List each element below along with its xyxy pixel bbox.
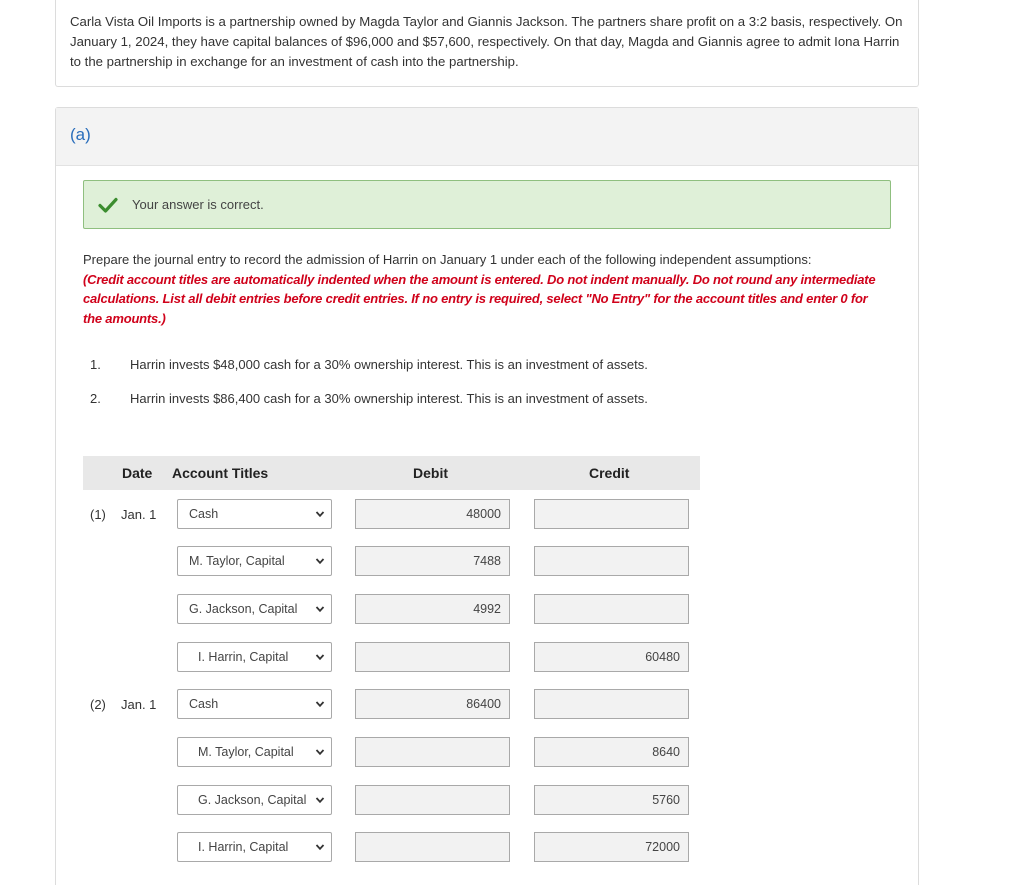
entry-label: (1) <box>90 507 106 522</box>
entry-date: Jan. 1 <box>121 507 157 522</box>
assumption-text: Harrin invests $86,400 cash for a 30% ownership interest. This is an investment of assets. <box>130 391 648 406</box>
assumption-number: 2. <box>90 391 101 406</box>
account-select-value: G. Jackson, Capital <box>198 793 307 807</box>
account-select[interactable] <box>177 546 332 576</box>
account-select[interactable] <box>177 737 332 767</box>
debit-input[interactable] <box>355 737 510 767</box>
credit-input[interactable]: 5760 <box>534 785 689 815</box>
credit-input[interactable]: 8640 <box>534 737 689 767</box>
header-debit: Debit <box>413 465 448 481</box>
entry-label: (2) <box>90 697 106 712</box>
chevron-down-icon <box>315 795 325 805</box>
instructions <box>83 250 883 328</box>
account-select-value: Cash <box>189 697 219 711</box>
chevron-down-icon <box>315 604 325 614</box>
problem-text: Carla Vista Oil Imports is a partnership owned by Magda Taylor and Giannis Jackson. The partners share profit on a 3:2 basis, respectively. On January 1, 2024, they have capital balances of $96,000 and $57,600, respectively. On that day, Magda and Giannis agree to admit Iona Harrin to the partnership in exchange for an investment of cash into the partnership. <box>70 14 903 69</box>
part-header <box>56 108 918 166</box>
account-select[interactable] <box>177 499 332 529</box>
checkmark-icon <box>98 195 118 215</box>
entry-date: Jan. 1 <box>121 697 157 712</box>
chevron-down-icon <box>315 509 325 519</box>
account-select[interactable] <box>177 642 332 672</box>
header-date: Date <box>122 465 153 481</box>
header-credit: Credit <box>589 465 630 481</box>
account-select-value: M. Taylor, Capital <box>189 554 285 568</box>
account-select-value: M. Taylor, Capital <box>198 745 294 759</box>
header-account-titles: Account Titles <box>172 465 269 481</box>
chevron-down-icon <box>315 842 325 852</box>
debit-input[interactable] <box>355 642 510 672</box>
debit-input[interactable]: 86400 <box>355 689 510 719</box>
credit-input[interactable] <box>534 546 689 576</box>
feedback-correct-banner <box>83 180 891 229</box>
account-select-value: G. Jackson, Capital <box>189 602 298 616</box>
assumption-1 <box>90 357 648 372</box>
account-select[interactable] <box>177 832 332 862</box>
account-select[interactable] <box>177 785 332 815</box>
debit-input[interactable]: 7488 <box>355 546 510 576</box>
account-select[interactable] <box>177 689 332 719</box>
chevron-down-icon <box>315 652 325 662</box>
instructions-note: (Credit account titles are automatically indented when the amount is entered. Do not indent manually. Do not round any intermediate calculations. List all debit entries before credit entries. If no entry is required, select "No Entry" for the account titles and enter 0 for the amounts.) <box>83 271 876 326</box>
assumption-text: Harrin invests $48,000 cash for a 30% ownership interest. This is an investment of assets. <box>130 357 648 372</box>
account-select-value: I. Harrin, Capital <box>198 840 289 854</box>
account-select-value: Cash <box>189 507 219 521</box>
chevron-down-icon <box>315 747 325 757</box>
assumption-2 <box>90 391 648 406</box>
credit-input[interactable]: 72000 <box>534 832 689 862</box>
credit-input[interactable] <box>534 689 689 719</box>
feedback-text: Your answer is correct. <box>132 197 264 212</box>
problem-statement <box>55 0 919 87</box>
assumption-number: 1. <box>90 357 101 372</box>
account-select[interactable] <box>177 594 332 624</box>
instructions-main: Prepare the journal entry to record the admission of Harrin on January 1 under each of the following independent assumptions: <box>83 252 812 267</box>
part-label: (a) <box>70 125 91 144</box>
account-select-value: I. Harrin, Capital <box>198 650 289 664</box>
debit-input[interactable] <box>355 832 510 862</box>
chevron-down-icon <box>315 556 325 566</box>
chevron-down-icon <box>315 699 325 709</box>
debit-input[interactable]: 4992 <box>355 594 510 624</box>
credit-input[interactable] <box>534 594 689 624</box>
credit-input[interactable]: 60480 <box>534 642 689 672</box>
debit-input[interactable]: 48000 <box>355 499 510 529</box>
credit-input[interactable] <box>534 499 689 529</box>
journal-table-header <box>83 456 700 490</box>
debit-input[interactable] <box>355 785 510 815</box>
